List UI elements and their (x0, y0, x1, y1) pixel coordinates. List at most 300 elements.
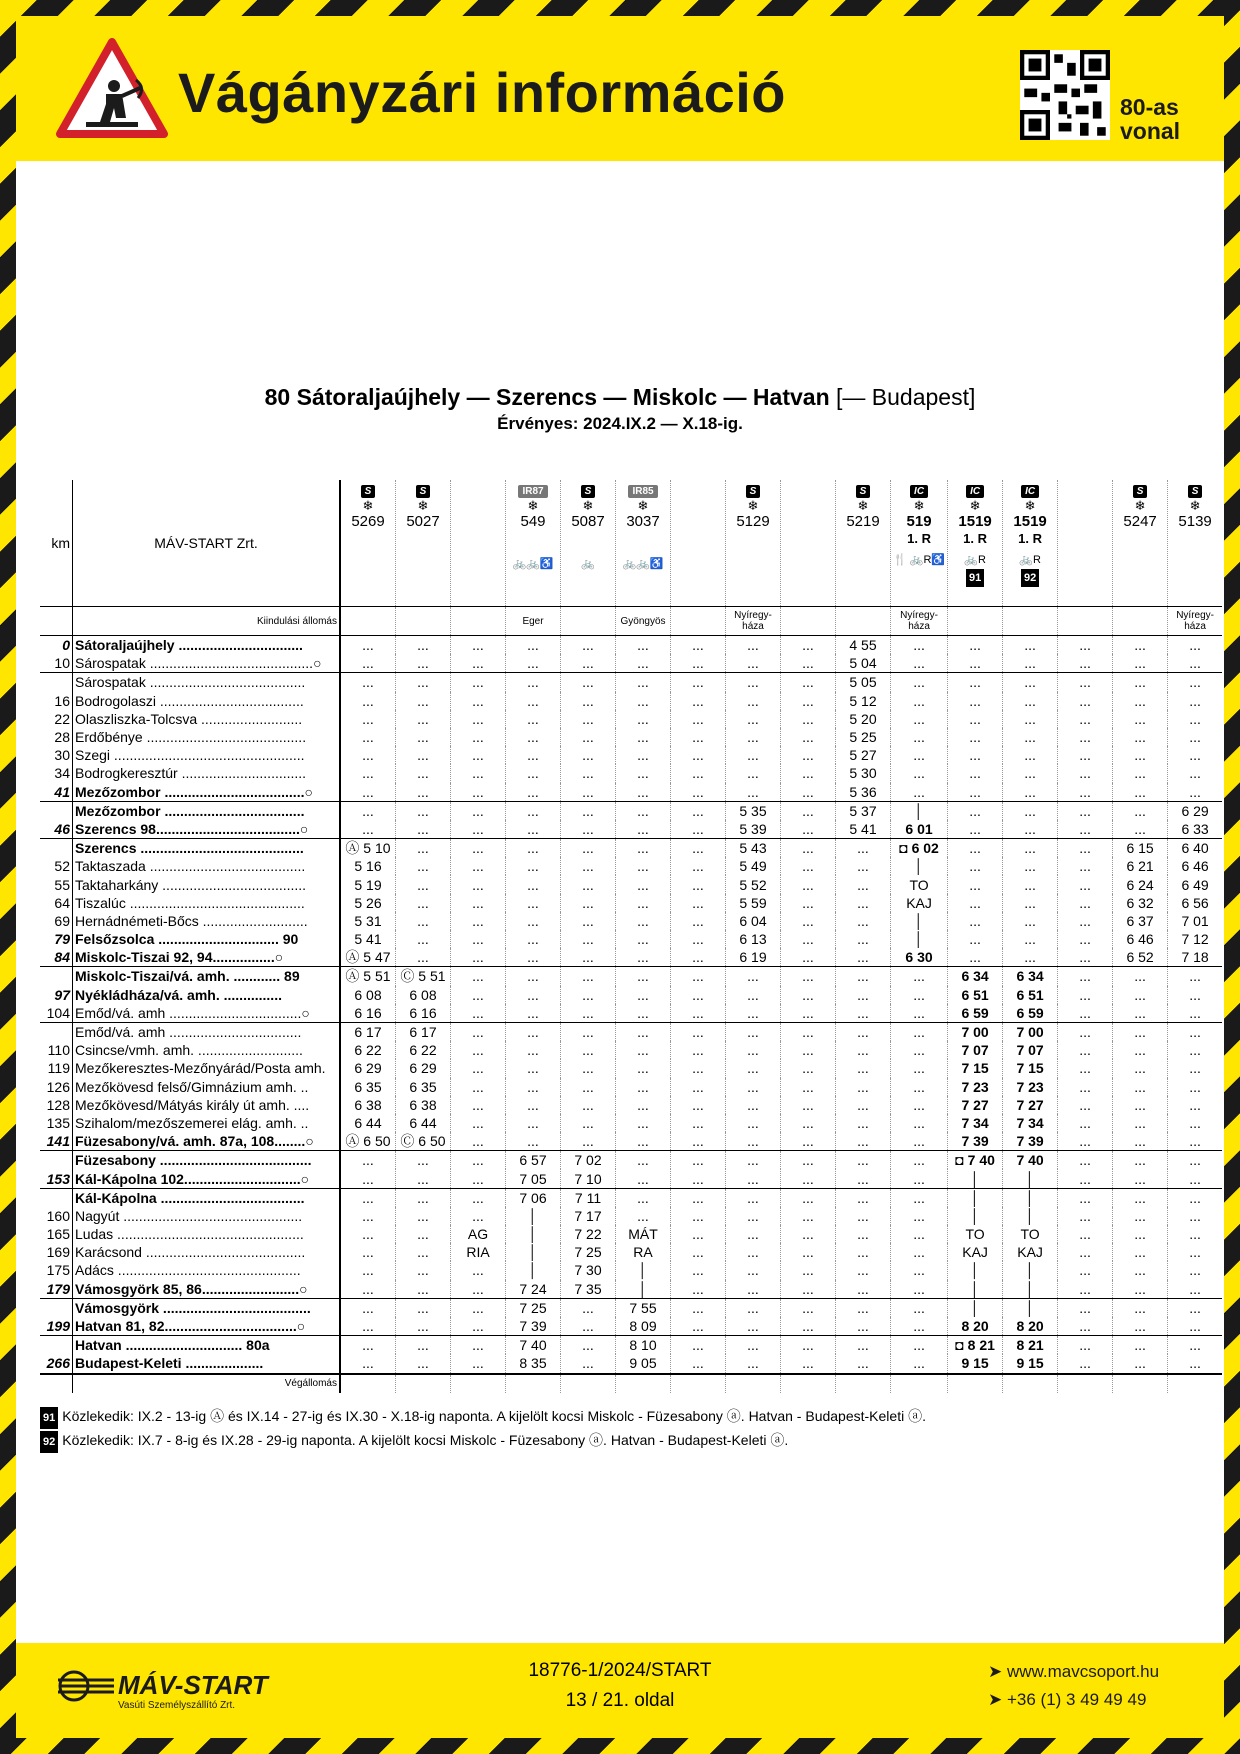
departure-time: 5 26 (354, 894, 382, 911)
departure-time: ... (1058, 1354, 1113, 1373)
departure-time: ... (561, 692, 616, 710)
departure-time: ... (781, 930, 836, 948)
station-name: Hernádnémeti-Bőcs ........................... (73, 912, 341, 930)
departure-time: ... (561, 1041, 616, 1059)
departure-time: ◘ 6 02 (891, 839, 948, 858)
departure-time: ... (781, 654, 836, 673)
departure-time: ... (561, 1004, 616, 1023)
departure-time: ... (726, 692, 781, 710)
origin-station (781, 607, 836, 636)
departure-time: ... (836, 1096, 891, 1114)
destination-station (1168, 1374, 1223, 1393)
departure-time: ... (726, 1169, 781, 1188)
departure-time: AG (451, 1225, 506, 1243)
departure-time: 7 12 (1168, 930, 1223, 948)
station-row (40, 673, 1222, 692)
destination-station (836, 1374, 891, 1393)
departure-time: 7 23 (1003, 1078, 1058, 1096)
departure-time: ... (781, 1336, 836, 1355)
departure-time: │ (891, 930, 948, 948)
departure-time: ... (616, 1207, 671, 1225)
train-header-row (40, 480, 1222, 607)
departure-time: ... (1113, 1169, 1168, 1188)
departure-time: ... (781, 1022, 836, 1041)
departure-time: ... (781, 801, 836, 820)
departure-time: ... (781, 894, 836, 912)
service-icons: 🚲R (1019, 554, 1041, 566)
destination-station (340, 1374, 396, 1393)
qr-code-icon[interactable] (1020, 50, 1110, 140)
departure-time: ... (836, 930, 891, 948)
departure-time: ... (1058, 801, 1113, 820)
station-name: Nagyút .............................................. (73, 1207, 341, 1225)
departure-time: 9 15 (1003, 1354, 1058, 1373)
station-row (40, 728, 1222, 746)
snowflake-icon: ❄ (913, 498, 925, 513)
departure-time: ... (671, 1096, 726, 1114)
departure-time: ... (836, 1022, 891, 1041)
departure-time: ... (891, 1114, 948, 1132)
station-name: Füzesabony/vá. amh. 87a, 108........○ (73, 1132, 341, 1151)
departure-time: ... (506, 746, 561, 764)
snowflake-icon: ❄ (1024, 498, 1036, 513)
departure-time: 4 55 (836, 636, 891, 655)
chevron-right-icon: ➤ (988, 1662, 1003, 1681)
departure-time: 6 29 (396, 1059, 451, 1077)
departure-time: 5 43 (726, 839, 781, 858)
departure-time: ... (671, 1243, 726, 1261)
departure-time: ... (1058, 746, 1113, 764)
departure-time: ... (891, 1004, 948, 1023)
km-cell: 34 (54, 765, 70, 782)
departure-time: ... (781, 746, 836, 764)
departure-time: ... (948, 673, 1003, 692)
origin-station (671, 607, 726, 636)
departure-time: ... (1003, 801, 1058, 820)
destination-station (948, 1374, 1003, 1393)
departure-time: ... (451, 1317, 506, 1336)
origin-station (1003, 607, 1058, 636)
departure-time: ... (340, 1336, 396, 1355)
destination-row (40, 1374, 1222, 1393)
station-row (40, 1225, 1222, 1243)
departure-time: │ (616, 1280, 671, 1299)
departure-time: ... (561, 1298, 616, 1317)
departure-time: ... (1168, 1169, 1223, 1188)
destination-station (561, 1374, 616, 1393)
phone-number: +36 (1) 3 49 49 49 (1006, 1690, 1147, 1709)
departure-time: ... (1168, 654, 1223, 673)
departure-time: 7 06 (506, 1188, 561, 1207)
departure-time: ... (561, 912, 616, 930)
train-column-header (836, 480, 891, 607)
departure-time: ... (396, 1207, 451, 1225)
km-cell (40, 839, 73, 858)
departure-time: ... (781, 857, 836, 875)
departure-time: ... (948, 894, 1003, 912)
departure-time: ... (836, 1132, 891, 1151)
snowflake-icon: ❄ (637, 498, 649, 513)
departure-time: ... (671, 1078, 726, 1096)
station-row (40, 1132, 1222, 1151)
departure-time: ... (948, 728, 1003, 746)
station-name: Vámosgyörk ...................................... (73, 1298, 341, 1317)
departure-time: 7 00 (948, 1022, 1003, 1041)
origin-station (836, 607, 891, 636)
station-name: Sárospatak ........................................ (73, 673, 341, 692)
departure-time: ... (451, 912, 506, 930)
departure-time: ... (396, 948, 451, 967)
departure-time: 7 40 (506, 1336, 561, 1355)
departure-time: ... (781, 1096, 836, 1114)
departure-time: ... (891, 1261, 948, 1279)
station-name: Kál-Kápolna ..................................... (73, 1188, 341, 1207)
departure-time: ... (362, 729, 374, 746)
departure-time: ... (451, 839, 506, 858)
departure-time: ... (671, 875, 726, 893)
departure-time: 6 19 (726, 948, 781, 967)
departure-time: ... (561, 1317, 616, 1336)
departure-time: 6 44 (396, 1114, 451, 1132)
station-name: Vámosgyörk 85, 86.........................○ (73, 1280, 341, 1299)
departure-time: ... (726, 967, 781, 986)
website-contact[interactable] (988, 1662, 1159, 1682)
departure-time: ... (1058, 820, 1113, 839)
departure-time: ... (836, 1188, 891, 1207)
km-cell (40, 1374, 73, 1393)
train-category-badge: IR87 (518, 485, 547, 498)
departure-time: ... (506, 1096, 561, 1114)
departure-time: ... (616, 1041, 671, 1059)
departure-time: ... (451, 783, 506, 802)
departure-time: ... (506, 912, 561, 930)
departure-time: │ (1003, 1280, 1058, 1299)
validity-period: Érvényes: 2024.IX.2 — X.18-ig. (497, 414, 743, 433)
departure-time: ... (1168, 1059, 1223, 1077)
departure-time: ... (506, 1078, 561, 1096)
train-category-badge: S (581, 485, 596, 498)
departure-time: 6 46 (1113, 930, 1168, 948)
departure-time: ... (671, 1114, 726, 1132)
station-row (40, 1188, 1222, 1207)
departure-time: 6 34 (1003, 967, 1058, 986)
departure-time: ... (1058, 1004, 1113, 1023)
departure-time: ... (781, 1225, 836, 1243)
departure-time: ... (1168, 1336, 1223, 1355)
station-name: Hatvan .............................. 80a (73, 1336, 341, 1355)
departure-time: ... (781, 1169, 836, 1188)
footnotes (40, 1405, 926, 1453)
departure-time: ... (1058, 1151, 1113, 1170)
departure-time: ... (506, 894, 561, 912)
departure-time: ... (891, 1078, 948, 1096)
departure-time: ... (362, 1244, 374, 1261)
departure-time: ... (616, 967, 671, 986)
departure-time: ... (671, 857, 726, 875)
departure-time: 6 24 (1113, 875, 1168, 893)
departure-time: ... (1058, 839, 1113, 858)
departure-time: ... (1113, 1317, 1168, 1336)
station-name: Bodrogolaszi ..................................... (73, 692, 341, 710)
origin-station (340, 607, 396, 636)
snowflake-icon: ❄ (362, 498, 374, 513)
departure-time: ... (671, 1169, 726, 1188)
km-cell (40, 1151, 73, 1170)
train-category-badge: S (856, 485, 871, 498)
departure-time: ... (1113, 820, 1168, 839)
departure-time: ... (1168, 673, 1223, 692)
km-cell: 84 (54, 949, 70, 966)
departure-time: ... (396, 636, 451, 655)
train-class: 1. R (1018, 531, 1043, 546)
departure-time: ... (451, 1207, 506, 1225)
train-category-badge: S (416, 485, 431, 498)
departure-time: 6 56 (1168, 894, 1223, 912)
departure-time: ... (396, 1298, 451, 1317)
km-cell: 10 (54, 655, 70, 672)
departure-time: 6 38 (396, 1096, 451, 1114)
departure-time: ... (781, 1188, 836, 1207)
km-cell: 169 (46, 1244, 70, 1261)
departure-time: ... (1058, 948, 1113, 967)
train-number: 1519 (958, 513, 992, 530)
departure-time: ... (451, 1188, 506, 1207)
station-row (40, 1354, 1222, 1373)
departure-time: Ⓐ 5 10 (340, 839, 396, 858)
departure-time: ... (1113, 967, 1168, 986)
departure-time: ... (506, 986, 561, 1004)
departure-time: ... (726, 654, 781, 673)
departure-time: ... (1113, 1132, 1168, 1151)
km-cell: 104 (46, 1004, 70, 1021)
station-row (40, 986, 1222, 1004)
train-category-badge: IR85 (628, 485, 657, 498)
departure-time: ... (671, 1059, 726, 1077)
departure-time: ... (1058, 1078, 1113, 1096)
departure-time: ... (616, 783, 671, 802)
departure-time: Ⓒ 5 51 (396, 967, 451, 986)
station-row (40, 912, 1222, 930)
departure-time: ... (891, 1280, 948, 1299)
departure-time: ... (1058, 1114, 1113, 1132)
departure-time: ... (396, 820, 451, 839)
departure-time: ... (671, 894, 726, 912)
km-cell: 55 (54, 876, 70, 893)
station-row (40, 1078, 1222, 1096)
departure-time: 6 22 (396, 1041, 451, 1059)
departure-time: ... (726, 764, 781, 782)
departure-time: ... (362, 710, 374, 727)
departure-time: ... (451, 764, 506, 782)
departure-time: ... (362, 765, 374, 782)
station-name: Taktaszada ........................................ (73, 857, 341, 875)
departure-time: ... (1113, 692, 1168, 710)
departure-time: 6 17 (396, 1022, 451, 1041)
departure-time: ... (671, 801, 726, 820)
departure-time: ... (781, 839, 836, 858)
departure-time: ... (396, 783, 451, 802)
operator-name: MÁV-START Zrt. (73, 480, 341, 607)
station-name: Emőd/vá. amh ..................................○ (73, 1004, 341, 1023)
departure-time: ... (1113, 1059, 1168, 1077)
departure-time: 6 33 (1168, 820, 1223, 839)
station-row (40, 875, 1222, 893)
service-icons: 🚲🚲♿ (512, 558, 554, 570)
departure-time: ... (561, 636, 616, 655)
departure-time: 6 44 (354, 1114, 382, 1131)
destination-station (616, 1374, 671, 1393)
warning-sign-icon (56, 38, 168, 138)
destination-station (726, 1374, 781, 1393)
departure-time: ... (726, 1078, 781, 1096)
departure-time: 7 40 (1003, 1151, 1058, 1170)
departure-time: ... (362, 820, 374, 837)
departure-time: ... (1058, 967, 1113, 986)
departure-time: ... (948, 636, 1003, 655)
departure-time: KAJ (948, 1243, 1003, 1261)
departure-time: ... (506, 692, 561, 710)
departure-time: ... (781, 1078, 836, 1096)
station-row (40, 948, 1222, 967)
departure-time: ... (451, 710, 506, 728)
train-column-header (891, 480, 948, 607)
departure-time: ... (561, 875, 616, 893)
departure-time: ... (948, 948, 1003, 967)
departure-time: ... (396, 1317, 451, 1336)
departure-time: ... (451, 857, 506, 875)
departure-time: 9 15 (948, 1354, 1003, 1373)
departure-time: 7 10 (561, 1169, 616, 1188)
departure-time: ... (1168, 1078, 1223, 1096)
departure-time: ... (561, 839, 616, 858)
train-number: 519 (906, 513, 932, 530)
departure-time: ... (506, 1004, 561, 1023)
footnote-marker: 91 (966, 569, 984, 587)
departure-time: ... (1003, 728, 1058, 746)
line-label-word: vonal (1120, 118, 1181, 144)
departure-time: ... (836, 1041, 891, 1059)
departure-time: ... (506, 654, 561, 673)
departure-time: ... (1168, 1096, 1223, 1114)
departure-time: ... (1168, 764, 1223, 782)
departure-time: │ (948, 1188, 1003, 1207)
departure-time: 5 20 (836, 710, 891, 728)
departure-time: ... (1168, 1354, 1223, 1373)
departure-time: ... (781, 692, 836, 710)
departure-time: ... (506, 857, 561, 875)
departure-time: ... (891, 1243, 948, 1261)
departure-time: 7 11 (561, 1188, 616, 1207)
departure-time: 6 51 (1003, 986, 1058, 1004)
departure-time: ... (1168, 783, 1223, 802)
departure-time: 7 07 (948, 1041, 1003, 1059)
departure-time: ... (561, 820, 616, 839)
departure-time: │ (948, 1261, 1003, 1279)
departure-time: 5 52 (726, 875, 781, 893)
departure-time: 6 30 (891, 948, 948, 967)
departure-time: 6 40 (1168, 839, 1223, 858)
website-link[interactable]: www.mavcsoport.hu (1006, 1662, 1160, 1681)
phone-contact (988, 1690, 1146, 1710)
departure-time: ... (948, 654, 1003, 673)
station-row (40, 967, 1222, 986)
departure-time: 6 16 (396, 1004, 451, 1023)
departure-time: ... (671, 764, 726, 782)
departure-time: 6 51 (948, 986, 1003, 1004)
departure-time: ... (1058, 1022, 1113, 1041)
km-cell (40, 1022, 73, 1041)
departure-time: ... (671, 1317, 726, 1336)
train-column-header (948, 480, 1003, 607)
departure-time: 7 17 (561, 1207, 616, 1225)
departure-time: ... (1003, 857, 1058, 875)
departure-time: ... (948, 801, 1003, 820)
departure-time: ... (781, 1207, 836, 1225)
departure-time: 7 55 (616, 1298, 671, 1317)
departure-time: ... (1058, 857, 1113, 875)
departure-time: ... (451, 930, 506, 948)
departure-time: ... (1113, 801, 1168, 820)
departure-time: ... (396, 1169, 451, 1188)
departure-time: ... (836, 839, 891, 858)
destination-station (1113, 1374, 1168, 1393)
departure-time: ... (948, 912, 1003, 930)
footnote (40, 1429, 926, 1453)
departure-time: TO (948, 1225, 1003, 1243)
train-category-badge: S (746, 485, 761, 498)
station-name: Nyékládháza/vá. amh. ............... (73, 986, 341, 1004)
train-column-header (616, 480, 671, 607)
departure-time: 7 18 (1168, 948, 1223, 967)
departure-time: ... (781, 783, 836, 802)
departure-time: ... (1168, 1243, 1223, 1261)
departure-time: ... (396, 692, 451, 710)
departure-time: ... (362, 1355, 374, 1372)
departure-time: ... (506, 875, 561, 893)
departure-time: 7 07 (1003, 1041, 1058, 1059)
departure-time: RIA (451, 1243, 506, 1261)
departure-time: ... (671, 710, 726, 728)
departure-time: ... (891, 1132, 948, 1151)
departure-time: ... (561, 673, 616, 692)
departure-time: ... (1113, 1243, 1168, 1261)
station-row (40, 1096, 1222, 1114)
departure-time: ... (671, 1188, 726, 1207)
departure-time: ... (891, 764, 948, 782)
departure-time: ... (506, 820, 561, 839)
departure-time: ... (451, 1298, 506, 1317)
departure-time: 6 38 (354, 1096, 382, 1113)
departure-time: ... (1058, 912, 1113, 930)
km-cell: 30 (54, 747, 70, 764)
departure-time: 5 30 (836, 764, 891, 782)
departure-time: 6 29 (354, 1060, 382, 1077)
km-cell: 128 (46, 1096, 70, 1113)
station-name: Sárospatak ..........................................○ (73, 654, 341, 673)
train-category-badge: S (361, 485, 376, 498)
train-column-header (781, 480, 836, 607)
page-number: 13 / 21. oldal (565, 1690, 675, 1711)
departure-time: ... (891, 1298, 948, 1317)
departure-time: 6 04 (726, 912, 781, 930)
departure-time: ... (561, 801, 616, 820)
departure-time: ... (506, 783, 561, 802)
station-name: Szerencs .......................................... (73, 839, 341, 858)
departure-time: ... (451, 654, 506, 673)
train-number: 5087 (571, 513, 605, 530)
departure-time: ... (451, 1004, 506, 1023)
departure-time: ... (726, 1096, 781, 1114)
